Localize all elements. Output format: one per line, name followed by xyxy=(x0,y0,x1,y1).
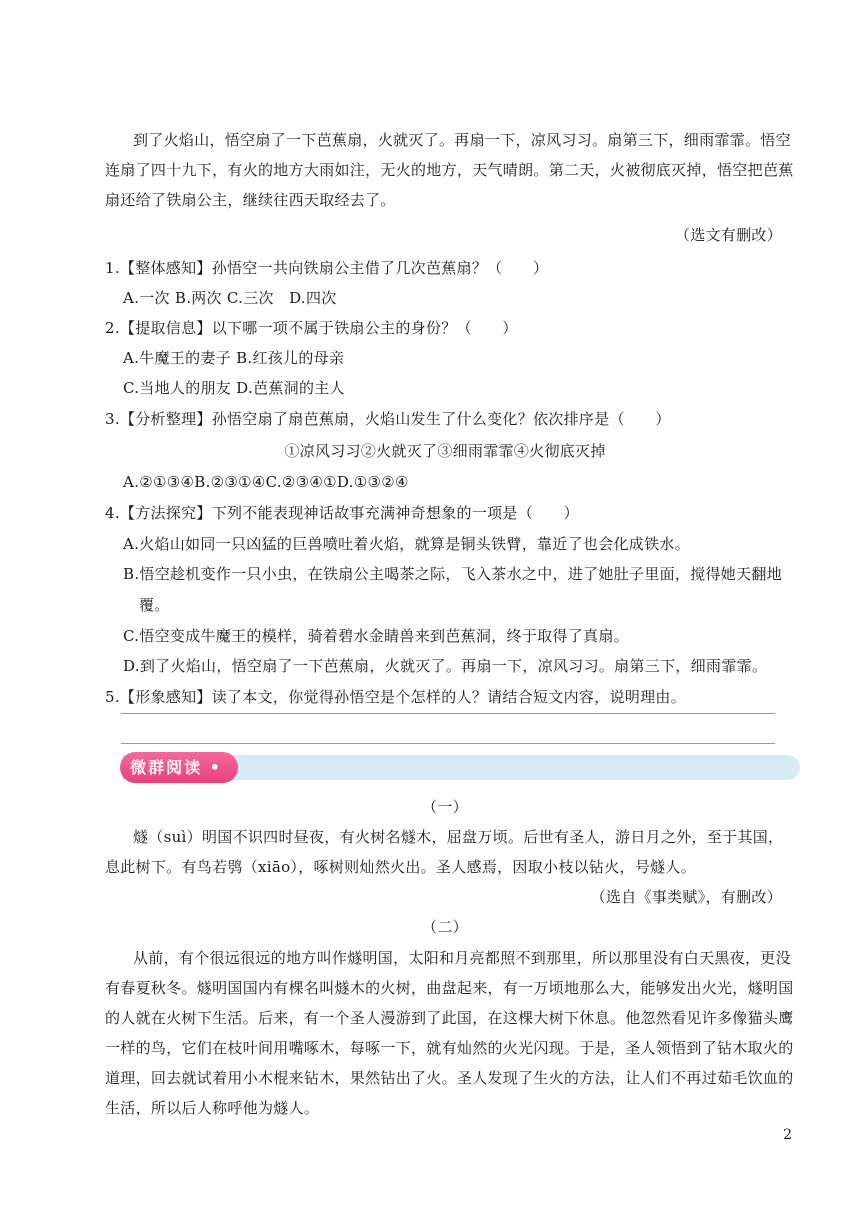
question-4-option-b-line-2: 覆。 xyxy=(139,596,170,614)
passage-1-line-2: 息此树下。有鸟若鸮（xiāo），啄树则灿然火出。圣人感焉，因取小枝以钻火，号燧人。 xyxy=(105,858,697,876)
passage-1-heading: （一） xyxy=(422,798,468,816)
answer-line-2[interactable] xyxy=(121,743,775,744)
story-line-3: 扇还给了铁扇公主，继续往西天取经去了。 xyxy=(105,191,396,209)
page-number: 2 xyxy=(783,1127,792,1143)
question-1-options: A.一次 B.两次 C.三次 D.四次 xyxy=(123,289,337,307)
passage-2-line-5: 道理，回去就试着用小木棍来钻木，果然钻出了火。圣人发现了生火的方法，让人们不再过茹毛饮血的 xyxy=(105,1069,794,1087)
passage-2-line-4: 一样的鸟，它们在枝叶间用嘴啄木，每啄一下，就有灿然的火光闪现。于是，圣人领悟到了钻木取火的 xyxy=(105,1039,794,1057)
passage-2-line-3: 的人就在火树下生活。后来，有一个圣人漫游到了此国，在这棵大树下休息。他忽然看见许多像猫头鹰 xyxy=(105,1009,794,1027)
banner-dot-icon: • xyxy=(202,758,222,777)
question-3-sequence: ①凉风习习②火就灭了③细雨霏霏④火彻底灭掉 xyxy=(284,442,606,460)
question-4-stem: 4.【方法探究】下列不能表现神话故事充满神奇想象的一项是（ ） xyxy=(105,504,579,522)
question-5-stem: 5.【形象感知】读了本文，你觉得孙悟空是个怎样的人？请结合短文内容，说明理由。 xyxy=(105,688,687,706)
question-4-option-a: A.火焰山如同一只凶猛的巨兽喷吐着火焰，就算是铜头铁臂，靠近了也会化成铁水。 xyxy=(123,535,691,553)
section-banner-badge xyxy=(120,752,238,783)
story-line-1: 到了火焰山，悟空扇了一下芭蕉扇，火就灭了。再扇一下，凉风习习。扇第三下，细雨霏霏。悟空 xyxy=(133,131,791,149)
question-3-stem: 3.【分析整理】孙悟空扇了扇芭蕉扇，火焰山发生了什么变化？依次排序是（ ） xyxy=(105,410,671,428)
source-note: （选文有删改） xyxy=(674,226,782,244)
question-2-stem: 2.【提取信息】以下哪一项不属于铁扇公主的身份？（ ） xyxy=(105,319,518,337)
question-4-option-d: D.到了火焰山，悟空扇了一下芭蕉扇，火就灭了。再扇一下，凉风习习。扇第三下，细雨霏霏。 xyxy=(123,657,768,675)
passage-1-line-1: 燧（suì）明国不识四时昼夜，有火树名燧木，屈盘万顷。后世有圣人，游日月之外，至于其国， xyxy=(133,828,784,846)
answer-line-1[interactable] xyxy=(121,713,775,714)
passage-2-line-1: 从前，有个很远很远的地方叫作燧明国，太阳和月亮都照不到那里，所以那里没有白天黑夜，更没 xyxy=(133,949,791,967)
passage-2-line-2: 有春夏秋冬。燧明国国内有棵名叫燧木的火树，曲盘起来，有一万顷地那么大，能够发出火光，燧明国 xyxy=(105,979,794,997)
passage-2-heading: （二） xyxy=(422,918,468,936)
question-4-option-b-line-1: B.悟空趁机变作一只小虫，在铁扇公主喝茶之际，飞入茶水之中，进了她肚子里面，搅得她天翻地 xyxy=(123,565,782,583)
question-1-stem: 1.【整体感知】孙悟空一共向铁扇公主借了几次芭蕉扇？（ ） xyxy=(105,259,549,277)
question-2-options-1: A.牛魔王的妻子 B.红孩儿的母亲 xyxy=(123,349,345,367)
story-line-2: 连扇了四十九下，有火的地方大雨如注，无火的地方，天气晴朗。第二天，火被彻底灭掉，悟空把芭蕉 xyxy=(105,161,794,179)
passage-1-source: （选自《事类赋》，有删改） xyxy=(590,888,782,906)
section-banner-title: 微群阅读 xyxy=(130,758,203,777)
question-2-options-2: C.当地人的朋友 D.芭蕉洞的主人 xyxy=(123,379,345,397)
passage-2-line-6: 生活，所以后人称呼他为燧人。 xyxy=(105,1099,320,1117)
question-3-options: A.②①③④B.②③①④C.②③④①D.①③②④ xyxy=(123,473,409,491)
question-4-option-c: C.悟空变成牛魔王的模样，骑着碧水金睛兽来到芭蕉洞，终于取得了真扇。 xyxy=(123,627,629,645)
